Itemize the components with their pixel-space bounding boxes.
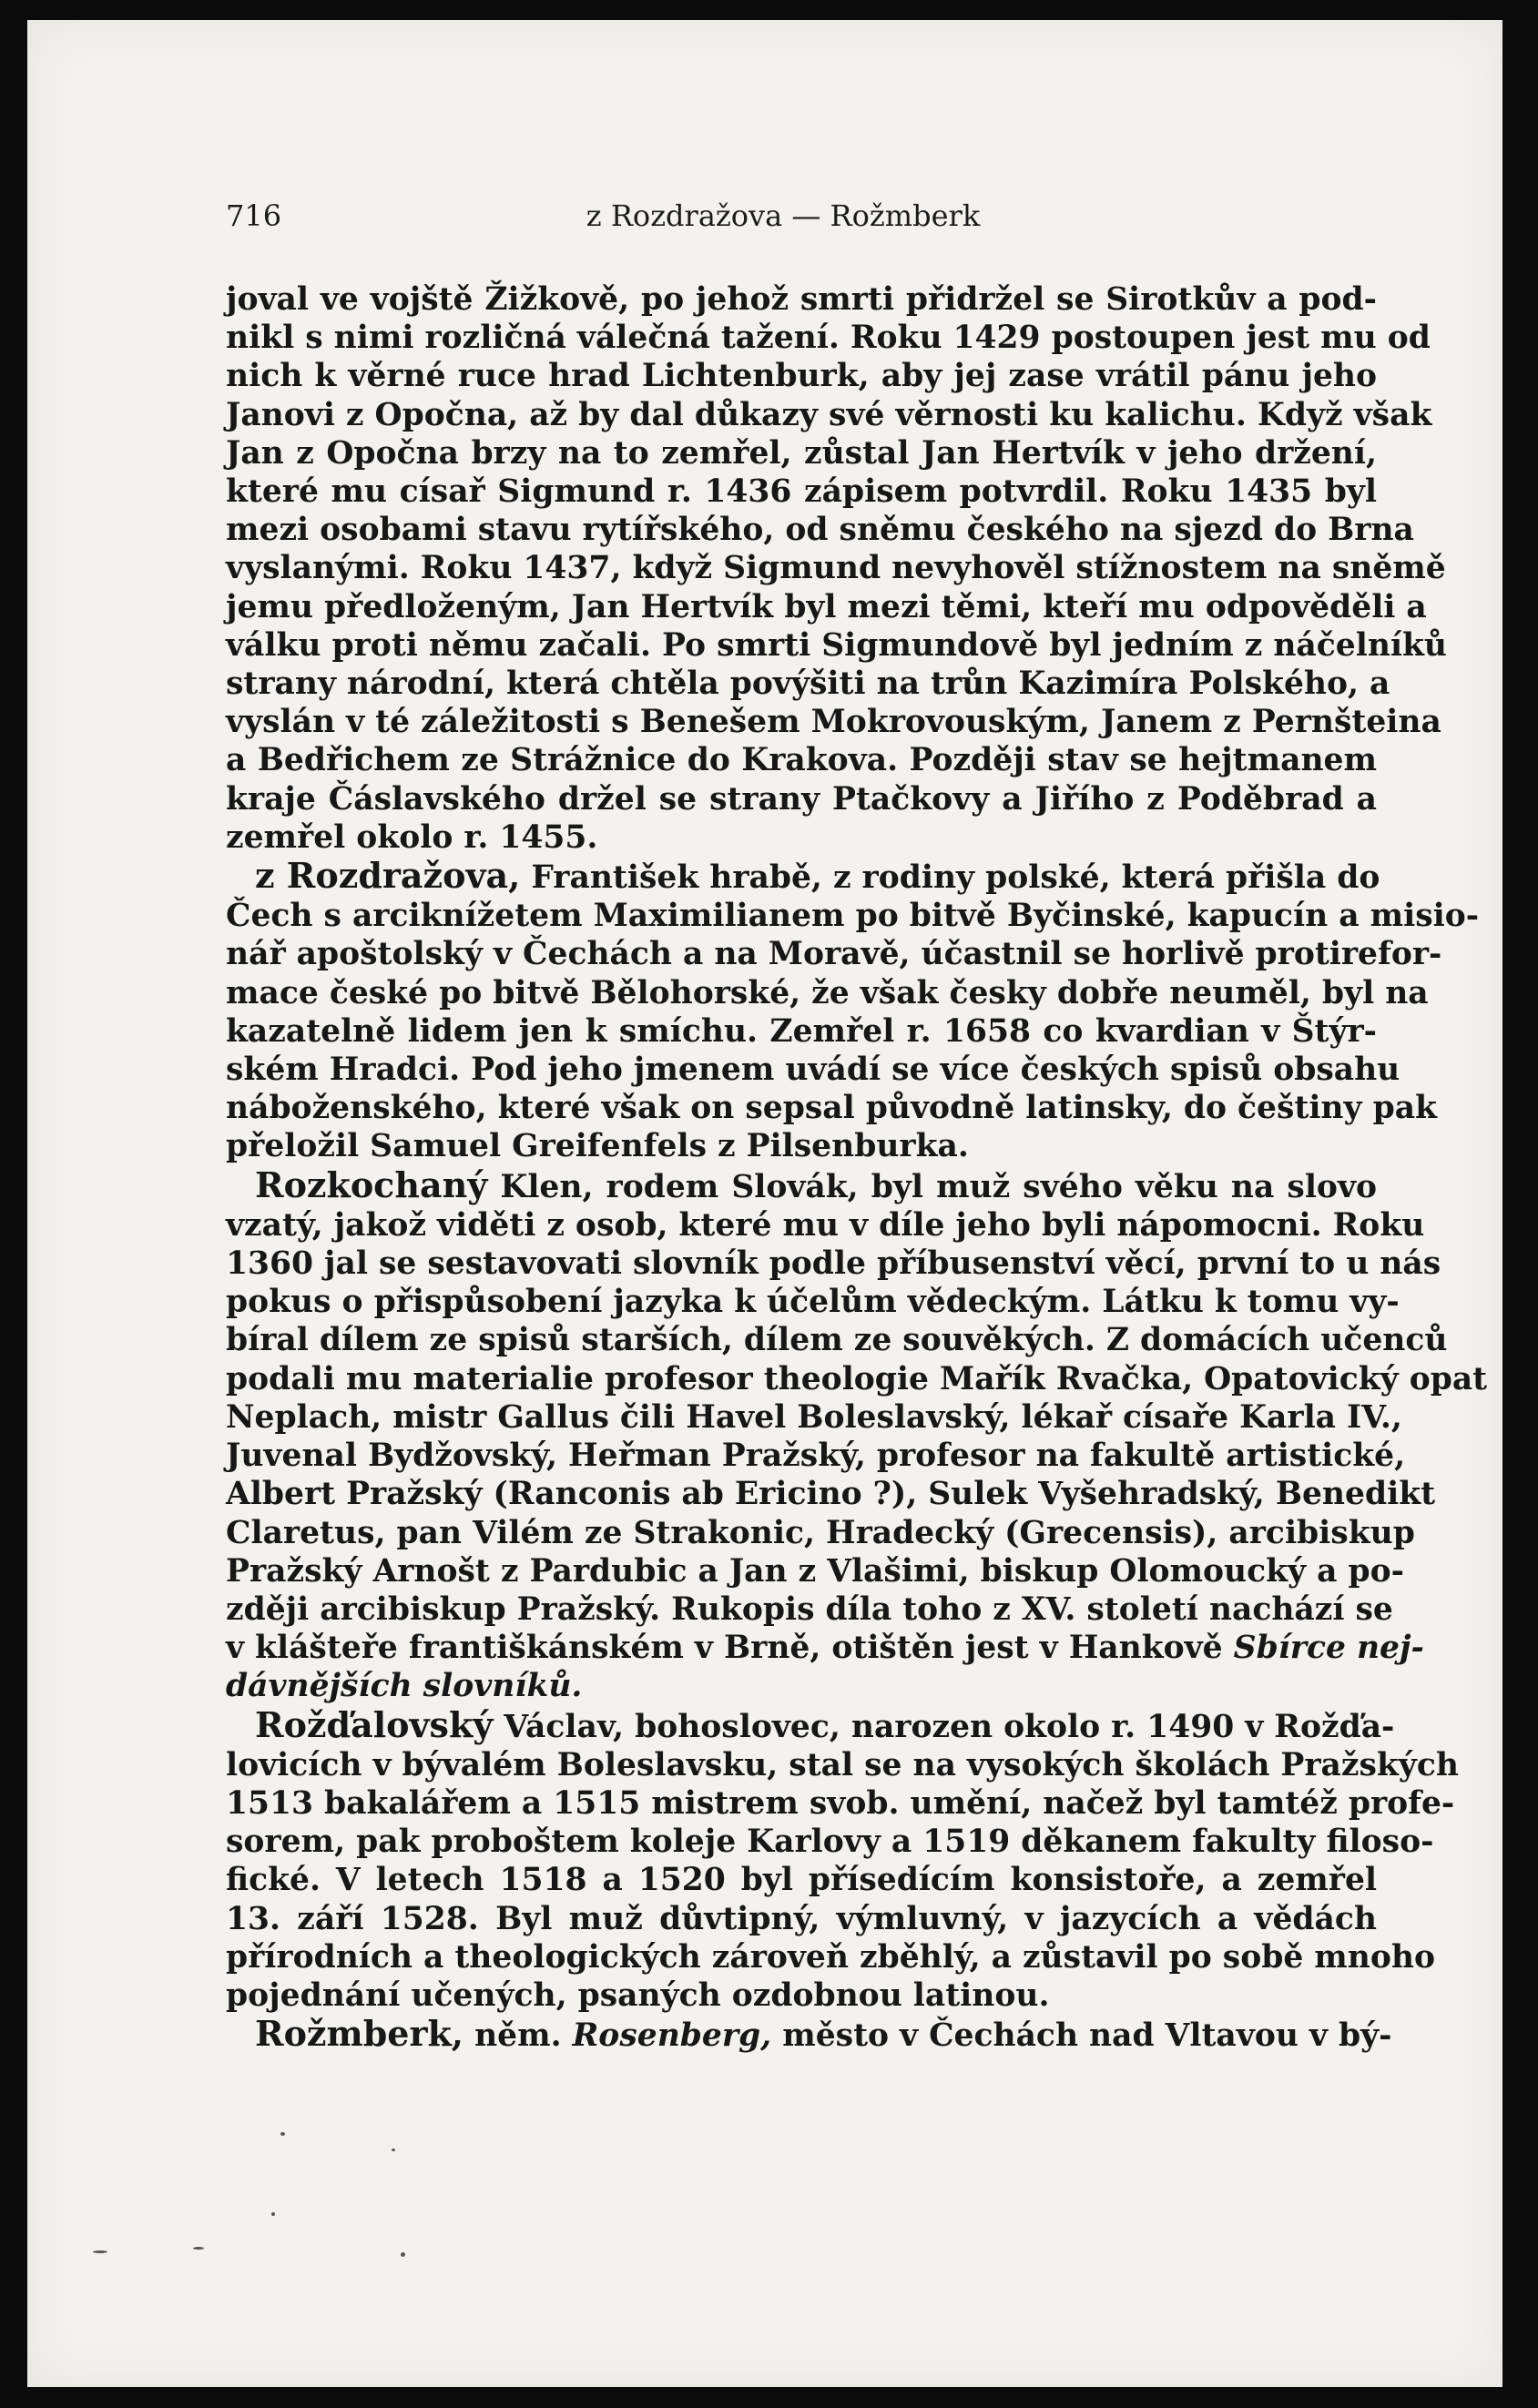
text-line: sorem, pak proboštem koleje Karlovy a 1519 děkanem fakulty filoso-	[226, 1824, 1434, 1861]
text-line: nikl s nimi rozličná válečná tažení. Roku 1429 postoupen jest mu od	[226, 320, 1431, 357]
entry-first-line	[226, 1703, 1395, 1746]
speck	[193, 2247, 204, 2250]
text-line: jemu předloženým, Jan Hertvík byl mezi těmi, kteří mu odpověděli a	[226, 588, 1427, 625]
text-line: kraje Čáslavského držel se strany Ptačkovy a Jiřího z Poděbrad a	[226, 780, 1377, 818]
text-line: pojednání učených, psaných ozdobnou latinou.	[226, 1976, 1050, 2014]
text-line: kazatelně lidem jen k smíchu. Zemřel r. 1658 co kvardian v Štýr-	[226, 1012, 1377, 1050]
text-line: 13. září 1528. Byl muž důvtipný, výmluvný, v jazycích a vědách	[226, 1900, 1377, 1937]
text-line: lovicích v bývalém Boleslavsku, stal se na vysokých školách Pražských	[226, 1746, 1459, 1783]
text-line: mezi osobami stavu rytířského, od sněmu českého na sjezd do Brna	[226, 512, 1414, 549]
text-line: Albert Pražský (Ranconis ab Ericino ?), Sulek Vyšehradský, Benedikt	[226, 1476, 1436, 1513]
text-line: nář apoštolský v Čechách a na Moravě, účastnil se horlivě protirefor-	[226, 936, 1442, 973]
entry-headword: Rozkochaný	[255, 1163, 488, 1205]
text-line: přírodních a theologických zároveň zběhlý, a zůstavil po sobě mnoho	[226, 1938, 1435, 1976]
speck	[280, 2132, 285, 2136]
text-line: a Bedřichem ze Strážnice do Krakova. Později stav se hejtmanem	[226, 742, 1377, 779]
text-line: mace české po bitvě Bělohorské, že však česky dobře neuměl, byl na	[226, 974, 1429, 1011]
entry-rozmberk	[226, 2013, 1392, 2055]
entry-headword: Rožďalovský	[255, 1703, 494, 1745]
entry-first-line	[226, 2013, 1392, 2055]
text-line: zději arcibiskup Pražský. Rukopis díla toho z XV. století nachází se	[226, 1590, 1393, 1628]
text-line: které mu císař Sigmund r. 1436 zápisem potvrdil. Roku 1435 byl	[226, 473, 1377, 511]
entry-first-line	[226, 1163, 1378, 1206]
page-number: 716	[226, 198, 282, 233]
text-line: Jan z Opočna brzy na to zemřel, zůstal Jan Hertvík v jeho držení,	[226, 434, 1377, 472]
text-fragment: něm.	[474, 2017, 562, 2055]
speck	[392, 2149, 395, 2151]
text-line: pokus o přispůsobení jazyka k účelům vědeckým. Látku k tomu vy-	[226, 1284, 1400, 1321]
text-line: vzatý, jakož viděti z osob, které mu v díle jeho byli nápomocni. Roku	[226, 1206, 1425, 1244]
speck	[93, 2251, 107, 2253]
text-line: přeložil Samuel Greifenfels z Pilsenburka.	[226, 1128, 969, 1165]
text-fragment: Václav, bohoslovec, narozen okolo r. 1490 v Rožďa-	[504, 1708, 1395, 1745]
text-line: Pražský Arnošt z Pardubic a Jan z Vlašimi, biskup Olomoucký a po-	[226, 1552, 1404, 1590]
text-line: Neplach, mistr Gallus čili Havel Boleslavský, lékař císaře Karla IV.,	[226, 1398, 1402, 1436]
text-line: strany národní, která chtěla povýšiti na trůn Kazimíra Polského, a	[226, 666, 1390, 703]
text-line: náboženského, které však on sepsal původně latinsky, do češtiny pak	[226, 1090, 1437, 1127]
speck	[271, 2212, 275, 2216]
entry-rozdalovsky	[226, 1703, 1459, 2016]
text-line: válku proti němu začali. Po smrti Sigmundově byl jedním z náčelníků	[226, 626, 1448, 664]
text-line: vyslanými. Roku 1437, když Sigmund nevyhověl stížnostem na sněmě	[226, 550, 1446, 587]
text-line: nich k věrné ruce hrad Lichtenburk, aby jej zase vrátil pánu jeho	[226, 358, 1377, 395]
text-line: vyslán v té záležitosti s Benešem Mokrovouským, Janem z Pernšteina	[226, 704, 1441, 741]
text-line: Čech s arciknížetem Maximilianem po bitvě Byčinské, kapucín a misio-	[226, 898, 1480, 935]
text-fragment: město v Čechách nad Vltavou v bý-	[782, 2017, 1392, 2055]
book-page	[27, 20, 1502, 2387]
speck	[401, 2252, 405, 2257]
entry-headword: z Rozdražova,	[255, 855, 521, 897]
entry-first-line	[226, 855, 1380, 897]
running-head: z Rozdražova — Rožmberk	[586, 198, 981, 233]
text-line: zemřel okolo r. 1455.	[226, 818, 598, 856]
text-line: fické. V letech 1518 a 1520 byl přísedícím konsistoře, a zemřel	[226, 1862, 1377, 1899]
entry-rozkochany	[226, 1163, 1488, 1706]
entry-rozdrazova	[226, 855, 1480, 1166]
text-line: ském Hradci. Pod jeho jmenem uvádí se více českých spisů obsahu	[226, 1052, 1400, 1089]
paragraph-hertvik	[226, 280, 1448, 857]
italic-title: Sbírce nej-	[1233, 1630, 1424, 1667]
page-body	[226, 280, 1488, 2055]
text-line: joval ve vojště Žižkově, po jehož smrti přidržel se Sirotkův a pod-	[226, 281, 1377, 318]
text-fragment: Klen, rodem Slovák, byl muž svého věku na slovo	[500, 1168, 1378, 1205]
text-line: 1513 bakalářem a 1515 mistrem svob. umění, načež byl tamtéž profe-	[226, 1784, 1455, 1822]
text-line: 1360 jal se sestavovati slovník podle příbusenství věcí, první to u nás	[226, 1245, 1441, 1283]
text-line: Claretus, pan Vilém ze Strakonic, Hradecký (Grecensis), arcibiskup	[226, 1514, 1415, 1551]
text-fragment: František hrabě, z rodiny polské, která přišla do	[531, 859, 1380, 897]
text-line: bíral dílem ze spisů starších, dílem ze souvěkých. Z domácích učenců	[226, 1322, 1448, 1359]
text-line: podali mu materialie profesor theologie Mařík Rvačka, Opatovický opat	[226, 1360, 1488, 1397]
text-fragment: v klášteře františkánském v Brně, otištěn jest v Hankově	[226, 1630, 1223, 1667]
entry-headword: Rožmberk,	[255, 2013, 464, 2055]
text-line-with-italic	[226, 1629, 1424, 1667]
text-line: Juvenal Bydžovský, Heřman Pražský, profesor na fakultě artistické,	[226, 1438, 1406, 1475]
italic-word: Rosenberg,	[572, 2017, 772, 2055]
page-header	[27, 198, 1502, 246]
text-line: Janovi z Opočna, až by dal důkazy své věrnosti ku kalichu. Když však	[226, 396, 1432, 433]
italic-title: dávnějších slovníků.	[226, 1668, 583, 1705]
